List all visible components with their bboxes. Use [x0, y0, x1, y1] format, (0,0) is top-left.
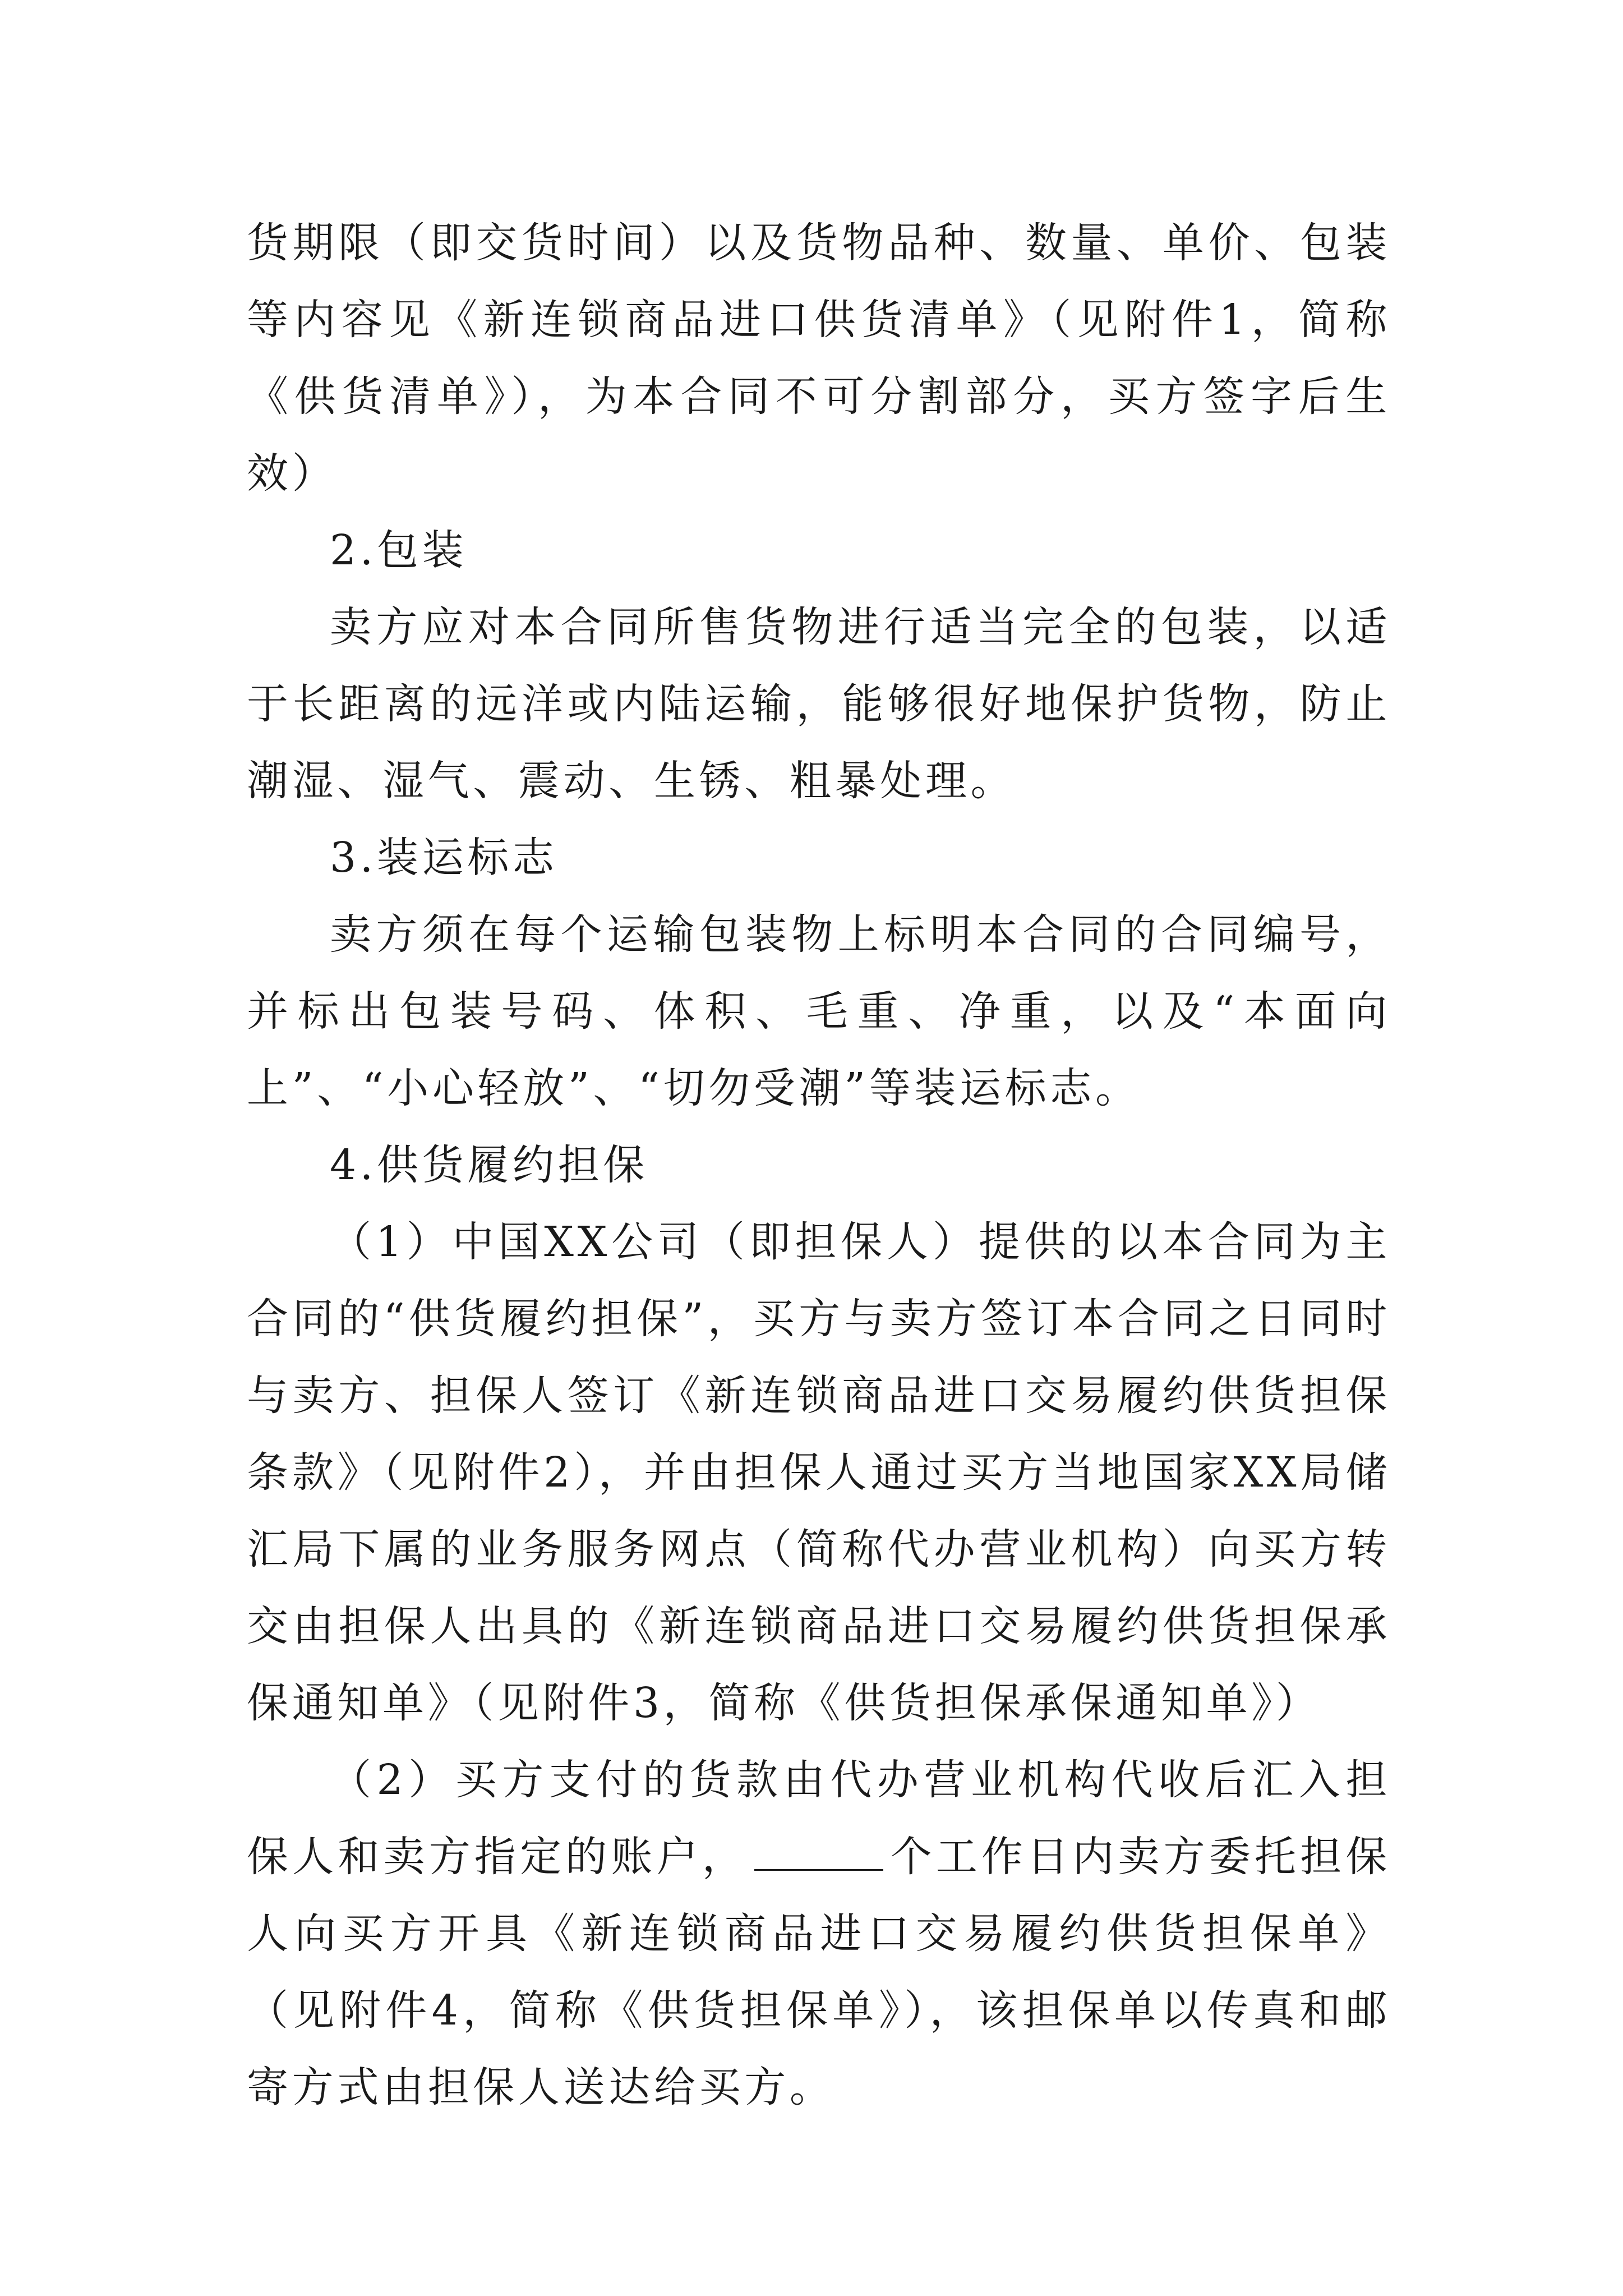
fill-in-blank-line: [754, 1867, 883, 1871]
guarantee-item-1: （1）中国XX公司（即担保人）提供的以本合同为主合同的“供货履约担保”，买方与卖方签订本合同之日同时与卖方、担保人签订《新连锁商品进口交易履约供货担保条款》（见附件2），并由担保人通过买方当地国家XX局储汇局下属的业务服务网点（简称代办营业机构）向买方转交由担保人出具的《新连锁商品进口交易履约供货担保承保通知单》（见附件3，简称《供货担保承保通知单》）: [247, 1218, 1391, 1727]
section-body-packaging: 卖方应对本合同所售货物进行适当完全的包装，以适于长距离的远洋或内陆运输，能够很好地保护货物，防止潮湿、湿气、震动、生锈、粗暴处理。: [247, 603, 1391, 805]
guarantee-item-2: [247, 1742, 1391, 2126]
section-heading-packaging: 2.包装: [330, 526, 468, 574]
section-heading-shipping-marks: 3.装运标志: [330, 834, 558, 882]
section-heading-guarantee: 4.供货履约担保: [330, 1141, 648, 1189]
guarantee-item-2-part-2: 个工作日内卖方委托担保人向买方开具《新连锁商品进口交易履约供货担保单》（见附件4，简称《供货担保单》），该担保单以传真和邮寄方式由担保人送达给买方。: [247, 1833, 1391, 2111]
guarantee-item-2-part-1: （2）买方支付的货款由代办营业机构代收后汇入担保人和卖方指定的账户，: [247, 1756, 1391, 1881]
section-body-shipping-marks: 卖方须在每个运输包装物上标明本合同的合同编号，并标出包装号码、体积、毛重、净重，以及“本面向上”、“小心轻放”、“切勿受潮”等装运标志。: [247, 910, 1391, 1112]
intro-paragraph: 货期限（即交货时间）以及货物品种、数量、单价、包装等内容见《新连锁商品进口供货清单》（见附件1，简称《供货清单》），为本合同不可分割部分，买方签字后生效）: [247, 219, 1391, 498]
document-body: [247, 205, 1391, 2126]
